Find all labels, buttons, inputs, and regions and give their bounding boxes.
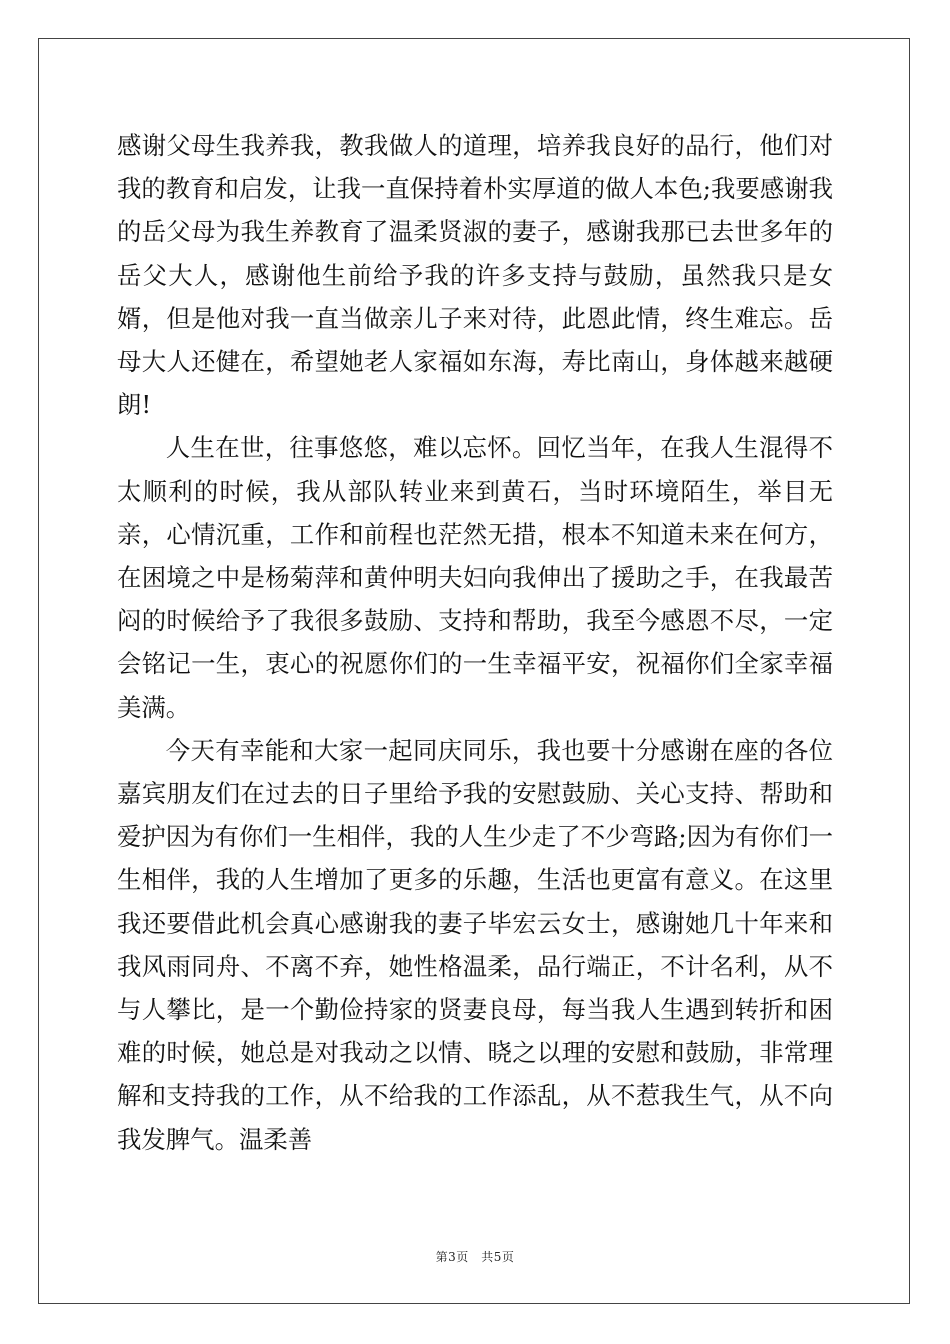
paragraph-3: 今天有幸能和大家一起同庆同乐，我也要十分感谢在座的各位嘉宾朋友们在过去的日子里给予我的安慰鼓励、关心支持、帮助和爱护因为有你们一生相伴，我的人生少走了不少弯路;因为有你们一生相伴，我的人生增加了更多的乐趣，生活也更富有意义。在这里我还要借此机会真心感谢我的妻子毕宏云女士，感谢她几十年来和我风雨同舟、不离不弃，她性格温柔，品行端正，不计名利，从不与人攀比，是一个勤俭持家的贤妻良母，每当我人生遇到转折和困难的时候，她总是对我动之以情、晓之以理的安慰和鼓励，非常理解和支持我的工作，从不给我的工作添乱，从不惹我生气，从不向我发脾气。温柔善 <box>117 735 833 1154</box>
paragraph-1: 感谢父母生我养我，教我做人的道理，培养我良好的品行，他们对我的教育和启发，让我一直保持着朴实厚道的做人本色;我要感谢我的岳父母为我生养教育了温柔贤淑的妻子，感谢我那已去世多年的岳父大人，感谢他生前给予我的许多支持与鼓励，虽然我只是女婿，但是他对我一直当做亲儿子来对待，此恩此情，终生难忘。岳母大人还健在，希望她老人家福如东海，寿比南山，身体越来越硬朗! <box>117 131 833 420</box>
paragraph-2: 人生在世，往事悠悠，难以忘怀。回忆当年，在我人生混得不太顺利的时候，我从部队转业来到黄石，当时环境陌生，举目无亲，心情沉重，工作和前程也茫然无措，根本不知道未来在何方，在困境之中是杨菊萍和黄仲明夫妇向我伸出了援助之手，在我最苦闷的时候给予了我很多鼓励、支持和帮助，我至今感恩不尽，一定会铭记一生，衷心的祝愿你们的一生幸福平安，祝福你们全家幸福美满。 <box>117 433 833 722</box>
page-number-footer: 第3页 共5页 <box>435 1250 515 1264</box>
document-body <box>117 124 833 1161</box>
